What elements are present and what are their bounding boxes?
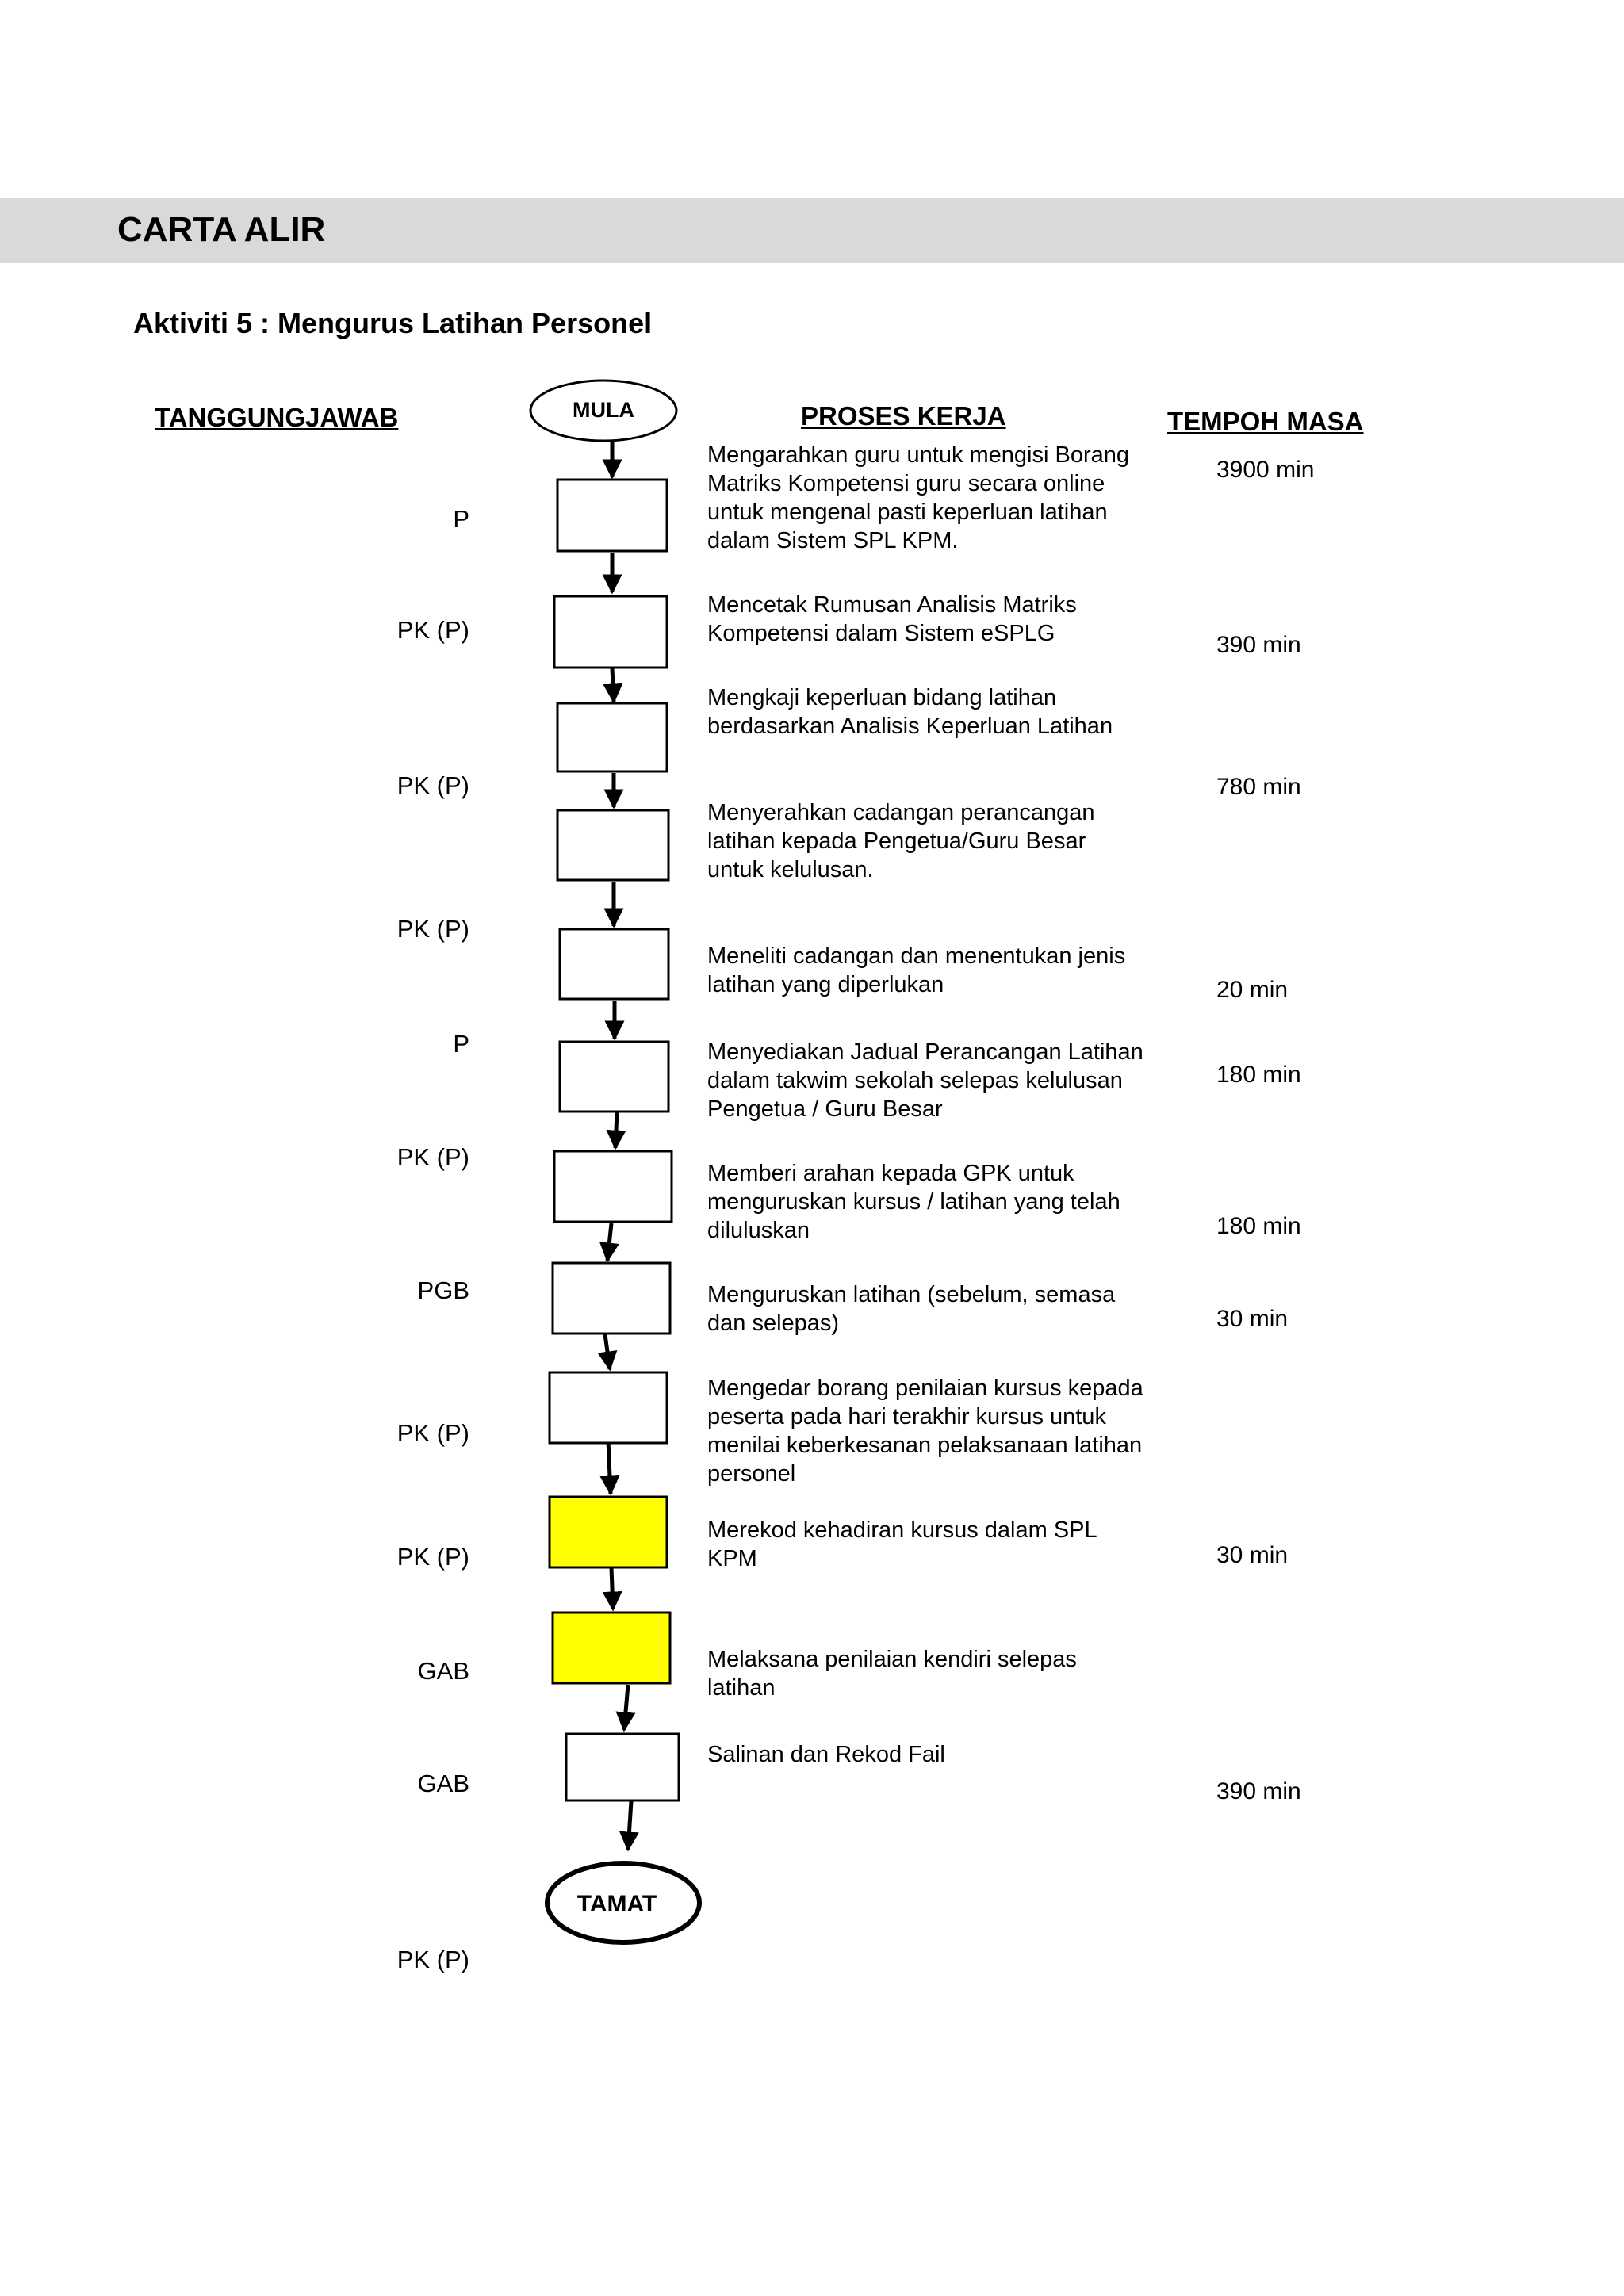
step-line: menilai keberkesanan pelaksanaan latihan: [707, 1433, 1143, 1458]
flow-arrow: [628, 1801, 631, 1850]
start-terminator: [530, 381, 676, 441]
process-step-8: [707, 1280, 1199, 1337]
step-line: Mencetak Rumusan Analisis Matriks: [707, 592, 1077, 618]
process-box: [553, 1263, 670, 1334]
step-line: Memberi arahan kepada GPK untuk: [707, 1161, 1074, 1186]
process-step-1: [707, 441, 1199, 555]
step-line: untuk mengenal pasti keperluan latihan: [707, 499, 1108, 525]
step-line: Salinan dan Rekod Fail: [707, 1742, 945, 1767]
step-line: Kompetensi dalam Sistem eSPLG: [707, 621, 1055, 646]
step-line: Menyerahkan cadangan perancangan: [707, 800, 1095, 825]
duration-value: 180 min: [1216, 1213, 1301, 1239]
column-header-responsibility: TANGGUNGJAWAB: [155, 403, 399, 432]
responsibility-label: PK (P): [396, 1143, 469, 1171]
process-step-9: [707, 1374, 1199, 1488]
process-step-3: [707, 683, 1199, 740]
process-step-11: [707, 1645, 1199, 1702]
step-line: Merekod kehadiran kursus dalam SPL: [707, 1517, 1097, 1543]
step-line: Mengkaji keperluan bidang latihan: [707, 685, 1057, 710]
step-line: Matriks Kompetensi guru secara online: [707, 471, 1105, 496]
column-header-process: PROSES KERJA: [801, 401, 1006, 430]
step-line: diluluskan: [707, 1218, 810, 1243]
step-line: dan selepas): [707, 1311, 840, 1336]
step-line: Meneliti cadangan dan menentukan jenis: [707, 943, 1126, 969]
step-line: dalam takwim sekolah selepas kelulusan: [707, 1068, 1123, 1093]
step-line: Menyediakan Jadual Perancangan Latihan: [707, 1039, 1143, 1065]
process-step-2: [707, 591, 1199, 648]
responsibility-label: PGB: [417, 1276, 469, 1304]
process-box: [560, 929, 668, 999]
step-line: untuk kelulusan.: [707, 857, 874, 882]
responsibility-label: P: [453, 1030, 469, 1058]
process-box: [560, 1042, 668, 1112]
step-line: KPM: [707, 1546, 757, 1571]
step-line: menguruskan kursus / latihan yang telah: [707, 1189, 1120, 1215]
process-box: [557, 703, 667, 771]
process-step-4: [707, 798, 1199, 884]
step-line: Mengarahkan guru untuk mengisi Borang: [707, 442, 1129, 468]
responsibility-label: PK (P): [396, 915, 469, 943]
flow-arrow: [615, 1112, 617, 1148]
duration-value: 30 min: [1216, 1542, 1289, 1568]
page-title: CARTA ALIR: [117, 210, 326, 249]
start-label: MULA: [573, 398, 634, 422]
process-step-7: [707, 1159, 1199, 1245]
activity-title: Aktiviti 5 : Mengurus Latihan Personel: [133, 307, 653, 339]
process-box: [554, 1151, 672, 1222]
flow-arrow: [612, 668, 614, 702]
step-line: latihan: [707, 1675, 776, 1701]
process-box-highlighted: [550, 1497, 667, 1567]
step-line: Pengetua / Guru Besar: [707, 1096, 943, 1122]
step-line: dalam Sistem SPL KPM.: [707, 528, 959, 553]
flow-arrow: [608, 1441, 611, 1494]
step-line: Menguruskan latihan (sebelum, semasa: [707, 1282, 1116, 1307]
responsibility-label: PK (P): [396, 1543, 469, 1571]
column-header-duration: TEMPOH MASA: [1167, 407, 1364, 436]
step-line: peserta pada hari terakhir kursus untuk: [707, 1404, 1106, 1429]
responsibility-label: PK (P): [396, 616, 469, 644]
responsibility-label: PK (P): [396, 771, 469, 799]
process-step-12: [707, 1740, 1199, 1769]
responsibility-label: GAB: [417, 1770, 469, 1797]
end-terminator: [547, 1863, 699, 1942]
process-box: [566, 1734, 679, 1800]
process-box-highlighted: [553, 1613, 670, 1683]
duration-value: 20 min: [1216, 977, 1289, 1003]
flow-arrow: [611, 1567, 613, 1609]
process-box: [557, 810, 668, 880]
step-line: latihan kepada Pengetua/Guru Besar: [707, 828, 1086, 854]
step-line: personel: [707, 1461, 796, 1487]
duration-value: 390 min: [1216, 1778, 1301, 1804]
duration-value: 780 min: [1216, 774, 1301, 800]
flow-arrow: [624, 1685, 628, 1730]
end-label: TAMAT: [576, 1891, 657, 1917]
process-step-5: [707, 942, 1199, 999]
step-line: latihan yang diperlukan: [707, 972, 944, 997]
flow-arrow: [607, 1223, 611, 1261]
duration-value: 30 min: [1216, 1306, 1289, 1332]
process-step-10: [707, 1516, 1199, 1573]
step-line: Melaksana penilaian kendiri selepas: [707, 1647, 1077, 1672]
responsibility-label: P: [453, 505, 469, 533]
process-box: [554, 596, 667, 668]
responsibility-label: PK (P): [396, 1946, 469, 1973]
flow-arrow: [605, 1334, 610, 1369]
process-box: [557, 480, 667, 551]
step-line: berdasarkan Analisis Keperluan Latihan: [707, 714, 1113, 739]
process-step-6: [707, 1038, 1199, 1123]
responsibility-label: GAB: [417, 1657, 469, 1685]
responsibility-label: PK (P): [396, 1419, 469, 1447]
duration-value: 390 min: [1216, 632, 1301, 658]
process-box: [550, 1372, 667, 1443]
duration-value: 180 min: [1216, 1062, 1301, 1088]
duration-value: 3900 min: [1216, 457, 1315, 483]
step-line: Mengedar borang penilaian kursus kepada: [707, 1376, 1143, 1401]
